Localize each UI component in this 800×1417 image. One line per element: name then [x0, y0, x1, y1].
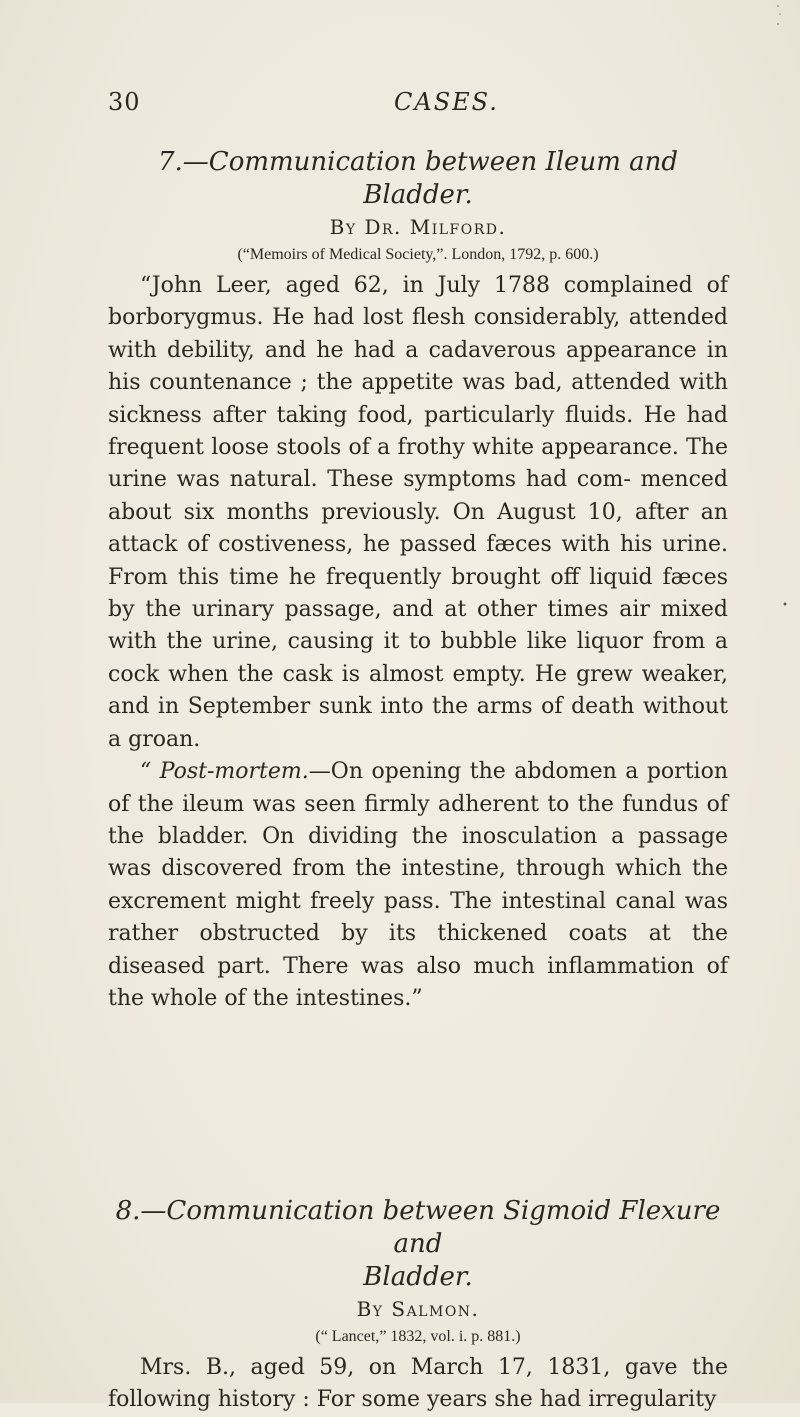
case-7-title: 7.—Communication between Ileum and Bladder. — [158, 147, 678, 210]
page-edge-specks — [760, 0, 800, 40]
case-8-author: By Salmon. — [356, 1297, 480, 1321]
post-mortem-text: —On opening the abdomen a portion of the ileum was seen firmly adherent to the fundus of the bladder. On dividing the inosculation a passage was discovered from the intestine, through which the excrement might freely pass. The intestinal canal was rather obstructed by its thickened coats at the diseased part. There was also much inflammation of the whole of the intestines.” — [108, 759, 728, 1011]
case-7-section — [108, 146, 728, 1015]
case-8-title-line-2: Bladder. — [363, 1262, 473, 1292]
case-7-paragraph-1: “John Leer, aged 62, in July 1788 complained of borborygmus. He had lost flesh considerably, attended with debility, and he had a cadaverous appearance in his countenance ; the appetite was bad, attended with sickness after taking food, particularly fluids. He had frequent loose stools of a frothy white appearance. The urine was natural. These symptoms had com- menced about six months previously. On August 10, after an attack of costiveness, he passed fæces with his urine. From this time he frequently brought off liquid fæces by the urinary passage, and at other times air mixed with the urine, causing it to bubble like liquor from a cock when the cask is almost empty. He grew weaker, and in September sunk into the arms of death without a groan. — [108, 273, 728, 752]
speck-marks — [760, 0, 800, 40]
case-8-citation: (“ Lancet,” 1832, vol. i. p. 881.) — [315, 1328, 521, 1345]
case-7-citation: (“Memoirs of Medical Society,”. London, 1792, p. 600.) — [237, 246, 599, 263]
case-7-author: By Dr. Milford. — [329, 215, 507, 239]
post-mortem-heading: “ Post-mortem. — [140, 759, 309, 785]
page-number: 30 — [108, 88, 141, 116]
page-header — [108, 88, 668, 118]
running-title: CASES. — [394, 88, 499, 116]
case-8-title-line-1: 8.—Communication between Sigmoid Flexure and — [115, 1196, 721, 1259]
case-7-paragraph-2 — [108, 756, 728, 1015]
margin-speck: • — [782, 600, 788, 611]
case-8-paragraph-1: Mrs. B., aged 59, on March 17, 1831, gave the following history : For some years she had irregularity — [108, 1355, 728, 1413]
case-8-section — [108, 1195, 728, 1417]
